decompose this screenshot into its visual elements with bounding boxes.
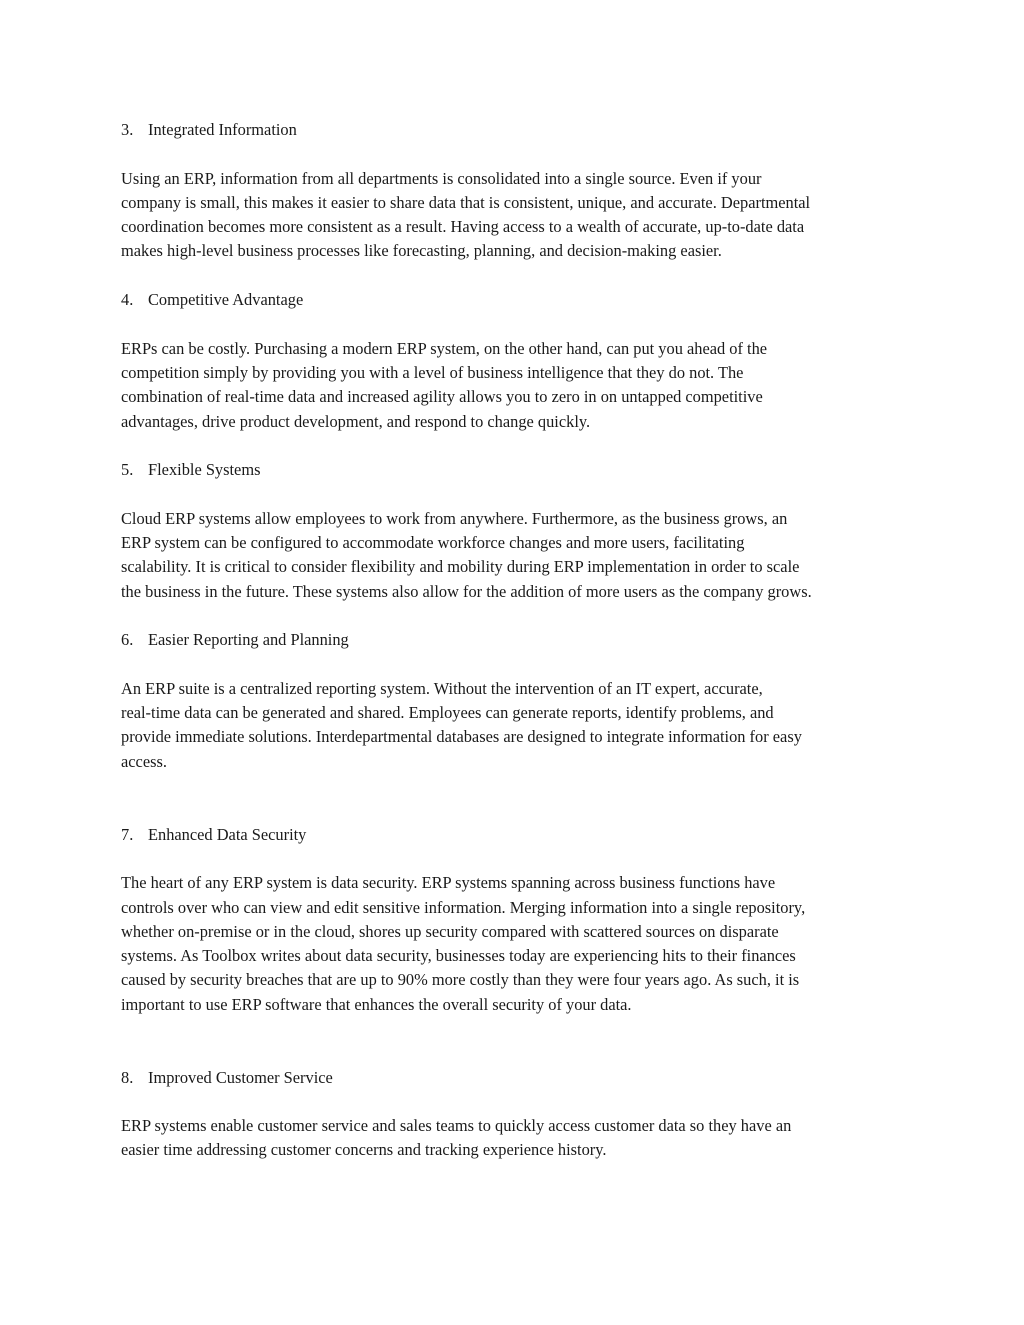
section-integrated-information — [121, 118, 911, 264]
paragraph-line: ERP systems enable customer service and sales teams to quickly access customer data so they have an — [121, 1116, 792, 1136]
section-number: 3. — [121, 120, 134, 139]
paragraph-line: important to use ERP software that enhances the overall security of your data. — [121, 994, 632, 1014]
section-paragraph — [121, 871, 911, 1017]
section-improved-customer-service — [121, 1066, 911, 1163]
section-number: 5. — [121, 460, 134, 480]
section-heading — [121, 823, 911, 847]
paragraph-line: easier time addressing customer concerns and tracking experience history. — [121, 1140, 607, 1160]
section-title: Competitive Advantage — [148, 290, 304, 310]
section-paragraph — [121, 677, 911, 774]
section-heading — [121, 118, 911, 142]
section-number: 8. — [121, 1067, 134, 1087]
section-paragraph — [121, 337, 911, 434]
section-enhanced-data-security — [121, 823, 911, 1017]
paragraph-line: the business in the future. These systems also allow for the addition of more users as the company grows. — [121, 581, 812, 601]
paragraph-line: controls over who can view and edit sensitive information. Merging information into a single repository, — [121, 897, 806, 917]
section-title: Flexible Systems — [148, 460, 261, 480]
paragraph-line: ERP system can be configured to accommodate workforce changes and more users, facilitating — [121, 533, 745, 553]
paragraph-line: scalability. It is critical to consider flexibility and mobility during ERP implementation in order to scale — [121, 557, 800, 577]
section-flexible-systems — [121, 458, 911, 604]
paragraph-line: An ERP suite is a centralized reporting system. Without the intervention of an IT expert, accurate, — [121, 678, 763, 698]
section-heading — [121, 1066, 911, 1090]
section-easier-reporting — [121, 628, 911, 774]
paragraph-line: real-time data can be generated and shared. Employees can generate reports, identify problems, and — [121, 703, 774, 723]
section-title: Improved Customer Service — [148, 1067, 333, 1087]
section-paragraph — [121, 167, 911, 264]
section-paragraph — [121, 1114, 911, 1163]
paragraph-line: The heart of any ERP system is data security. ERP systems spanning across business functions have — [121, 873, 776, 893]
document-page — [121, 118, 911, 1163]
section-heading — [121, 288, 911, 312]
section-number: 6. — [121, 630, 134, 650]
paragraph-line: provide immediate solutions. Interdepartmental databases are designed to integrate information for easy — [121, 727, 802, 747]
paragraph-line: Using an ERP, information from all departments is consolidated into a single source. Even if your — [121, 168, 762, 188]
paragraph-line: ERPs can be costly. Purchasing a modern ERP system, on the other hand, can put you ahead of the — [121, 338, 768, 358]
paragraph-line: combination of real-time data and increased agility allows you to zero in on untapped competitive — [121, 387, 763, 407]
paragraph-line: company is small, this makes it easier to share data that is consistent, unique, and accurate. Departmental — [121, 192, 811, 212]
paragraph-line: coordination becomes more consistent as a result. Having access to a wealth of accurate, up-to-date data — [121, 217, 805, 237]
paragraph-line: caused by security breaches that are up to 90% more costly than they were four years ago. As such, it is — [121, 970, 800, 990]
paragraph-line: Cloud ERP systems allow employees to work from anywhere. Furthermore, as the business grows, an — [121, 508, 788, 528]
section-competitive-advantage — [121, 288, 911, 434]
paragraph-line: access. — [121, 751, 167, 771]
paragraph-line: advantages, drive product development, and respond to change quickly. — [121, 411, 591, 431]
section-title: Easier Reporting and Planning — [148, 630, 349, 650]
section-title: Integrated Information — [148, 120, 297, 139]
paragraph-line: systems. As Toolbox writes about data security, businesses today are experiencing hits to their finances — [121, 946, 796, 966]
section-paragraph — [121, 507, 911, 604]
section-heading — [121, 458, 911, 482]
section-heading — [121, 628, 911, 652]
paragraph-line: whether on-premise or in the cloud, shores up security compared with scattered sources on disparate — [121, 921, 779, 941]
paragraph-line: competition simply by providing you with a level of business intelligence that they do not. The — [121, 362, 744, 382]
section-number: 7. — [121, 824, 134, 844]
section-title: Enhanced Data Security — [148, 824, 307, 844]
section-number: 4. — [121, 290, 134, 310]
paragraph-line: makes high-level business processes like forecasting, planning, and decision-making easier. — [121, 241, 722, 261]
